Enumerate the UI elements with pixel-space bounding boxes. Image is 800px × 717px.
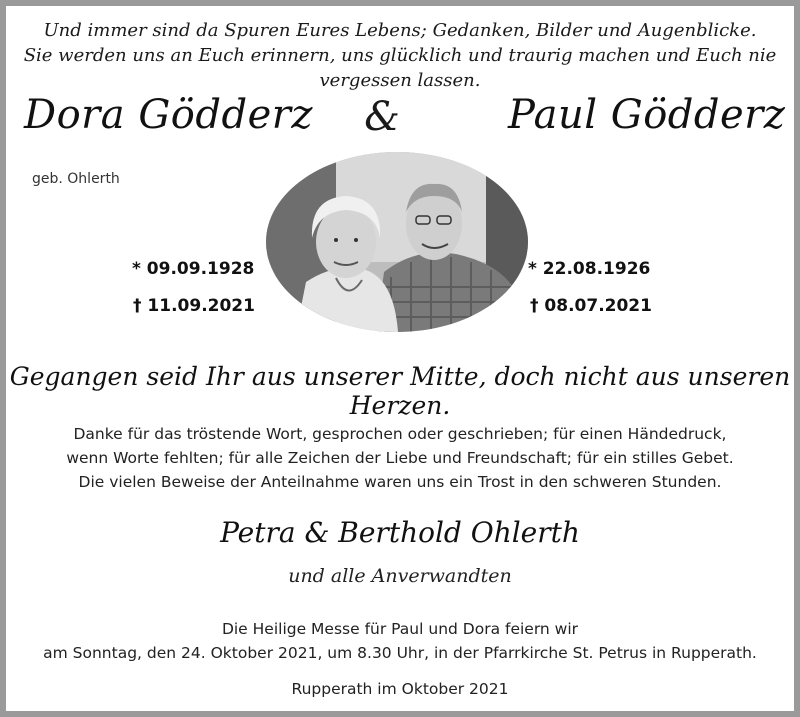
thanks-text (0, 422, 800, 494)
couple-portrait-photo (266, 152, 528, 332)
relatives-line: und alle Anverwandten (288, 565, 512, 587)
name-dora: Dora Gödderz (24, 92, 313, 138)
family-signature: Petra & Berthold Ohlerth (220, 516, 580, 549)
thanks-line-1: Danke für das tröstende Wort, gesprochen oder geschrieben; für einen Händedruck, (73, 425, 727, 443)
intro-verse (0, 18, 800, 93)
dora-death-date: † 11.09.2021 (133, 296, 255, 316)
intro-line-1: Und immer sind da Spuren Eures Lebens; Gedanken, Bilder und Augenblicke. (43, 20, 757, 41)
mass-line-1: Die Heilige Messe für Paul und Dora feiern wir (221, 620, 579, 638)
memorial-quote: Gegangen seid Ihr aus unserer Mitte, doch nicht aus unseren Herzen. (9, 362, 791, 420)
name-paul: Paul Gödderz (508, 92, 786, 138)
place-and-date: Rupperath im Oktober 2021 (291, 680, 509, 698)
thanks-line-3: Die vielen Beweise der Anteilnahme waren uns ein Trost in den schweren Stunden. (78, 473, 722, 491)
intro-line-2: Sie werden uns an Euch erinnern, uns glücklich und traurig machen und Euch nie vergessen lassen. (23, 45, 777, 91)
thanks-line-2: wenn Worte fehlten; für alle Zeichen der Liebe und Freundschaft; für ein stilles Gebet. (66, 449, 734, 467)
dora-birth-date: * 09.09.1928 (132, 259, 255, 279)
ampersand: & (364, 94, 400, 140)
paul-death-date: † 08.07.2021 (530, 296, 652, 316)
maiden-name: geb. Ohlerth (32, 171, 120, 187)
paul-birth-date: * 22.08.1926 (528, 259, 651, 279)
mass-announcement (0, 617, 800, 665)
mass-line-2: am Sonntag, den 24. Oktober 2021, um 8.30 Uhr, in der Pfarrkirche St. Petrus in Rupperath. (43, 644, 757, 662)
